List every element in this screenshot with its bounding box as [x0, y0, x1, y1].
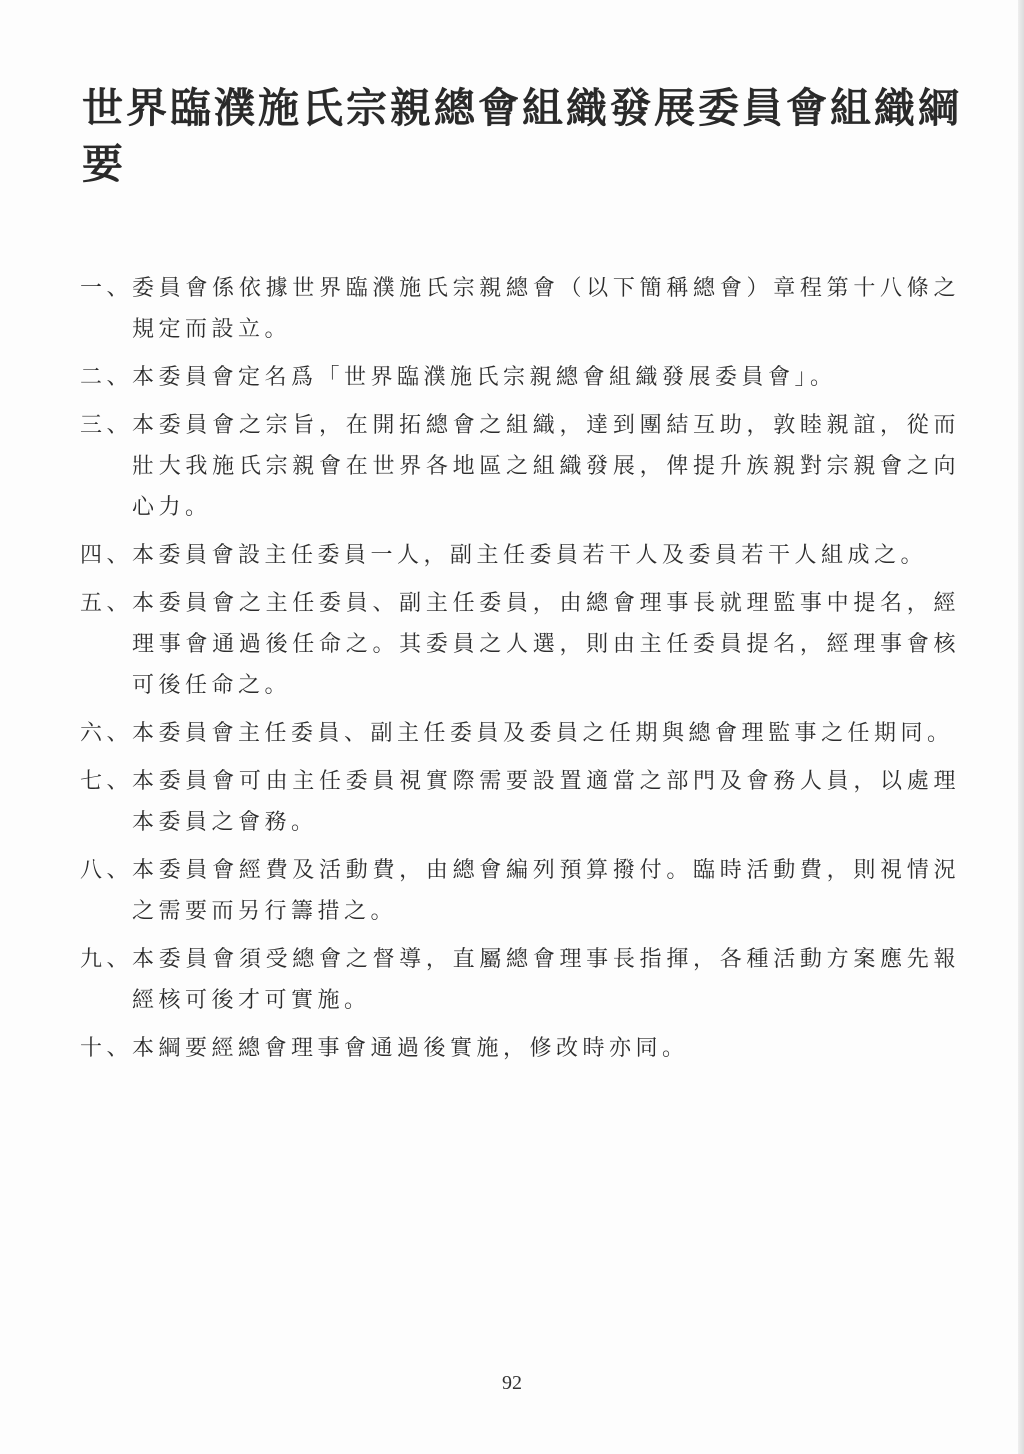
article-number: 八、: [80, 858, 134, 883]
article-number: 四、: [80, 543, 134, 568]
article-9: [80, 939, 960, 1021]
article-text: 本委員會須受總會之督導，直屬總會理事長指揮，各種活動方案應先報經核可後才可實施。: [132, 947, 960, 1013]
article-number: 九、: [80, 947, 134, 972]
article-text: 本委員會之主任委員、副主任委員，由總會理事長就理監事中提名，經理事會通過後任命之。其委員之人選，則由主任委員提名，經理事會核可後任命之。: [132, 591, 960, 698]
article-1: [80, 268, 960, 350]
article-text: 本委員會經費及活動費，由總會編列預算撥付。臨時活動費，則視情況之需要而另行籌措之。: [132, 858, 960, 924]
article-number: 一、: [80, 276, 134, 301]
article-4: [80, 535, 960, 576]
article-8: [80, 850, 960, 932]
article-text: 本綱要經總會理事會通過後實施，修改時亦同。: [132, 1036, 689, 1061]
article-5: [80, 583, 960, 706]
article-3: [80, 405, 960, 528]
article-number: 五、: [80, 591, 134, 616]
article-10: [80, 1028, 960, 1069]
page-number: 92: [502, 1372, 522, 1394]
article-6: [80, 713, 960, 754]
article-text: 本委員會定名爲「世界臨濮施氏宗親總會組織發展委員會」。: [132, 365, 837, 390]
page-edge-shadow: [1018, 0, 1024, 1454]
document-title: 世界臨濮施氏宗親總會組織發展委員會組織綱要: [82, 84, 962, 188]
article-text: 本委員會主任委員、副主任委員及委員之任期與總會理監事之任期同。: [132, 721, 954, 746]
article-text: 委員會係依據世界臨濮施氏宗親總會（以下簡稱總會）章程第十八條之規定而設立。: [132, 276, 960, 342]
article-7: [80, 761, 960, 843]
article-number: 三、: [80, 413, 134, 438]
article-text: 本委員會之宗旨，在開拓總會之組織，達到團結互助，敦睦親誼，從而壯大我施氏宗親會在世界各地區之組織發展，俾提升族親對宗親會之向心力。: [132, 413, 960, 520]
article-number: 二、: [80, 365, 134, 390]
article-number: 七、: [80, 769, 134, 794]
article-list: [80, 268, 960, 1076]
article-number: 六、: [80, 721, 134, 746]
article-number: 十、: [80, 1036, 134, 1061]
article-text: 本委員會設主任委員一人，副主任委員若干人及委員若干人組成之。: [132, 543, 928, 568]
article-text: 本委員會可由主任委員視實際需要設置適當之部門及會務人員，以處理本委員之會務。: [132, 769, 960, 835]
article-2: [80, 357, 960, 398]
